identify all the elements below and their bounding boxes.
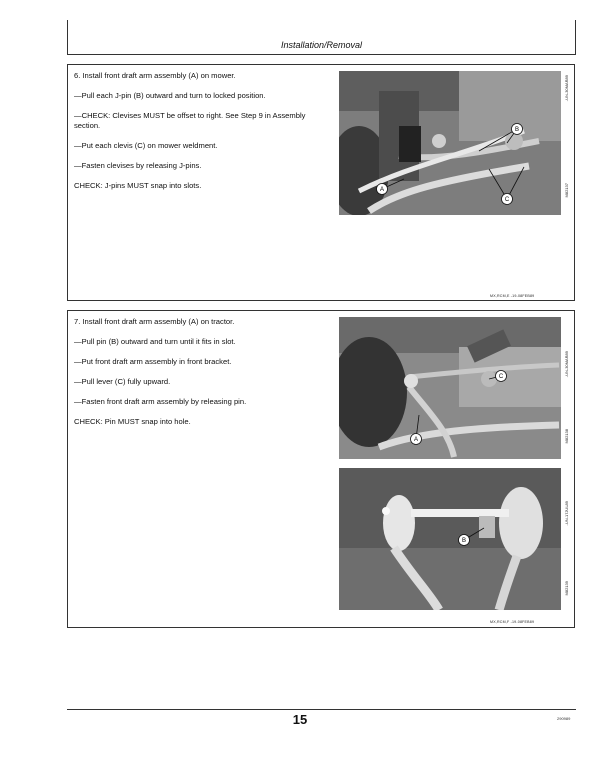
page-code: 290989 xyxy=(557,716,571,721)
section-ref: MX,RCM,E -19-08FEB89 xyxy=(490,294,535,298)
callout-b-marker xyxy=(512,124,523,135)
section-ref: MX,RCM,F -19-08FEB89 xyxy=(490,620,535,624)
callout-a: A xyxy=(413,437,419,444)
step-7-bottom-callouts xyxy=(339,468,561,610)
photo-code: -UN-17JUL89 xyxy=(564,501,569,526)
callout-c: C xyxy=(504,197,510,204)
step-7-line-2: —Put front draft arm assembly in front bracket. xyxy=(74,357,232,366)
callout-a-marker xyxy=(377,184,388,195)
step-7-line-3: —Pull lever (C) fully upward. xyxy=(74,377,171,386)
step-6-title: 6. Install front draft arm assembly (A) on mower. xyxy=(74,71,236,80)
photo-id: M82137 xyxy=(564,183,569,198)
step-7-line-4: —Fasten front draft arm assembly by releasing pin. xyxy=(74,397,247,406)
page-header-title: Installation/Removal xyxy=(280,40,363,50)
step-6-instructions xyxy=(74,71,329,201)
page-number: 15 xyxy=(292,712,308,727)
step-6-line-5: CHECK: J-pins MUST snap into slots. xyxy=(74,180,202,190)
photo-code: -UN-30MAR89 xyxy=(564,75,569,102)
callout-c-marker xyxy=(496,371,507,382)
header-rule xyxy=(67,54,576,55)
step-7-title: 7. Install front draft arm assembly (A) on tractor. xyxy=(74,317,235,326)
step-7-top-callouts xyxy=(339,317,561,459)
step-7-line-1: —Pull pin (B) outward and turn until it fits in slot. xyxy=(74,337,236,346)
callout-c-marker xyxy=(502,194,513,205)
step-6-line-3: —Put each clevis (C) on mower weldment. xyxy=(74,140,218,150)
step-7-instructions xyxy=(74,317,329,437)
callout-b-marker xyxy=(459,535,470,546)
callout-b: B xyxy=(461,538,467,545)
photo-id: M82139 xyxy=(564,581,569,596)
callout-a-marker xyxy=(411,434,422,445)
photo-code: -UN-30MAR89 xyxy=(564,351,569,378)
step-6-callouts xyxy=(339,71,561,215)
callout-b: B xyxy=(514,127,520,134)
photo-id: M82138 xyxy=(564,429,569,444)
callout-c: C xyxy=(498,374,504,381)
step-6-line-4: —Fasten clevises by releasing J-pins. xyxy=(74,160,202,170)
step-6-line-2: —CHECK: Clevises MUST be offset to right. See Step 9 in Assembly section. xyxy=(74,111,306,130)
step-6-section xyxy=(67,64,575,301)
step-7-line-5: CHECK: Pin MUST snap into hole. xyxy=(74,417,191,426)
footer-rule xyxy=(67,709,576,710)
callout-a: A xyxy=(379,187,385,194)
step-6-line-1: —Pull each J-pin (B) outward and turn to locked position. xyxy=(74,91,266,100)
step-7-section xyxy=(67,310,575,628)
